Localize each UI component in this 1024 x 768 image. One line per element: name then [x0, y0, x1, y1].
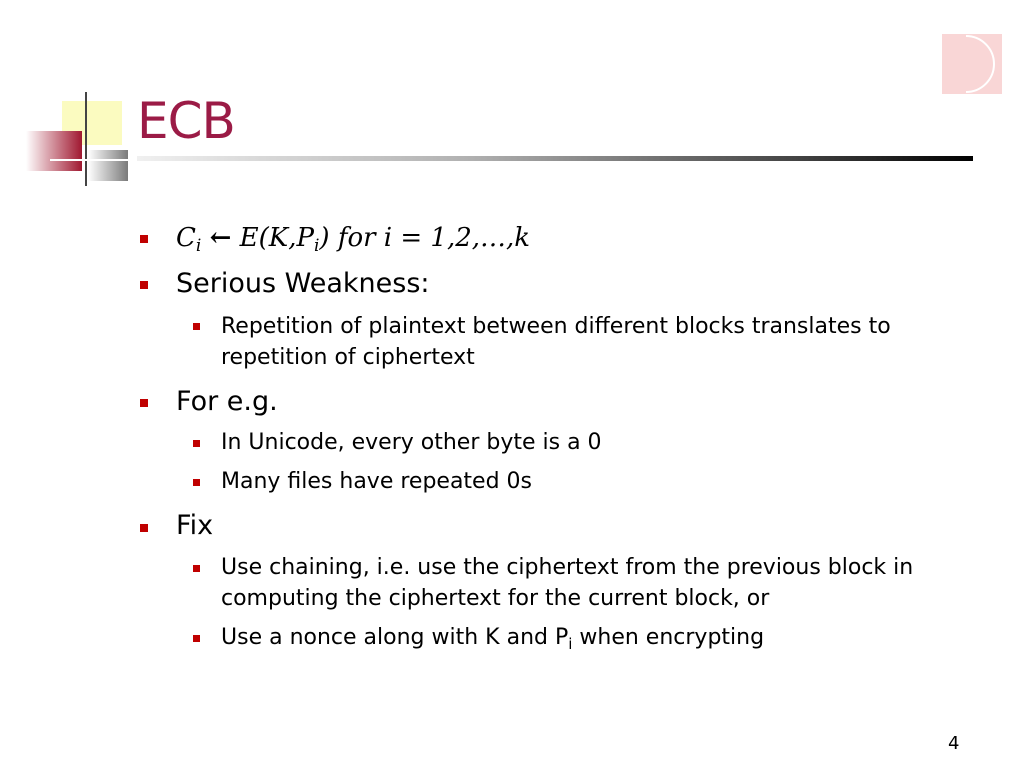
bullet-marker [140, 399, 148, 407]
bullet-marker [140, 235, 148, 243]
bullet-example-2: Many files have repeated 0s [221, 469, 533, 494]
sub-bullet-marker [193, 565, 200, 572]
fix-2-subscript: i [568, 635, 573, 653]
sub-bullet-marker [193, 323, 200, 330]
bullet-example-1: In Unicode, every other byte is a 0 [221, 430, 602, 455]
bullet-marker [140, 281, 148, 289]
bullet-fix-2 [221, 622, 991, 653]
fix-2-text-end: when encrypting [572, 625, 765, 650]
formula-e: E(K,P [239, 223, 314, 253]
sub-bullet-marker [193, 479, 200, 486]
formula-c: C [176, 223, 196, 253]
bullet-marker [140, 524, 148, 532]
bullet-example: For e.g. [176, 386, 278, 417]
deco-gray-gradient [88, 150, 128, 181]
bullet-weakness-detail: Repetition of plaintext between different blocks translates to repetition of ciphertext [221, 314, 891, 370]
sub-bullet-marker [193, 440, 200, 447]
bullet-fix-1: Use chaining, i.e. use the ciphertext from the previous block in computing the ciphertext for the current block, or [221, 555, 914, 611]
deco-red-gradient [26, 131, 82, 171]
formula-rest: ) for i = 1,2,…,k [319, 223, 531, 253]
title-underline [137, 156, 973, 161]
formula-line [176, 218, 530, 258]
slide-title: ECB [137, 92, 235, 150]
formula-p-subscript: i [313, 236, 320, 256]
bullet-fix: Fix [176, 510, 214, 541]
formula-c-subscript: i [195, 236, 202, 256]
left-arrow-icon: ← [209, 223, 232, 253]
bullet-weakness: Serious Weakness: [176, 268, 430, 299]
fix-2-text: Use a nonce along with K and P [221, 625, 569, 650]
page-number: 4 [948, 733, 960, 754]
sub-bullet-marker [193, 635, 200, 642]
